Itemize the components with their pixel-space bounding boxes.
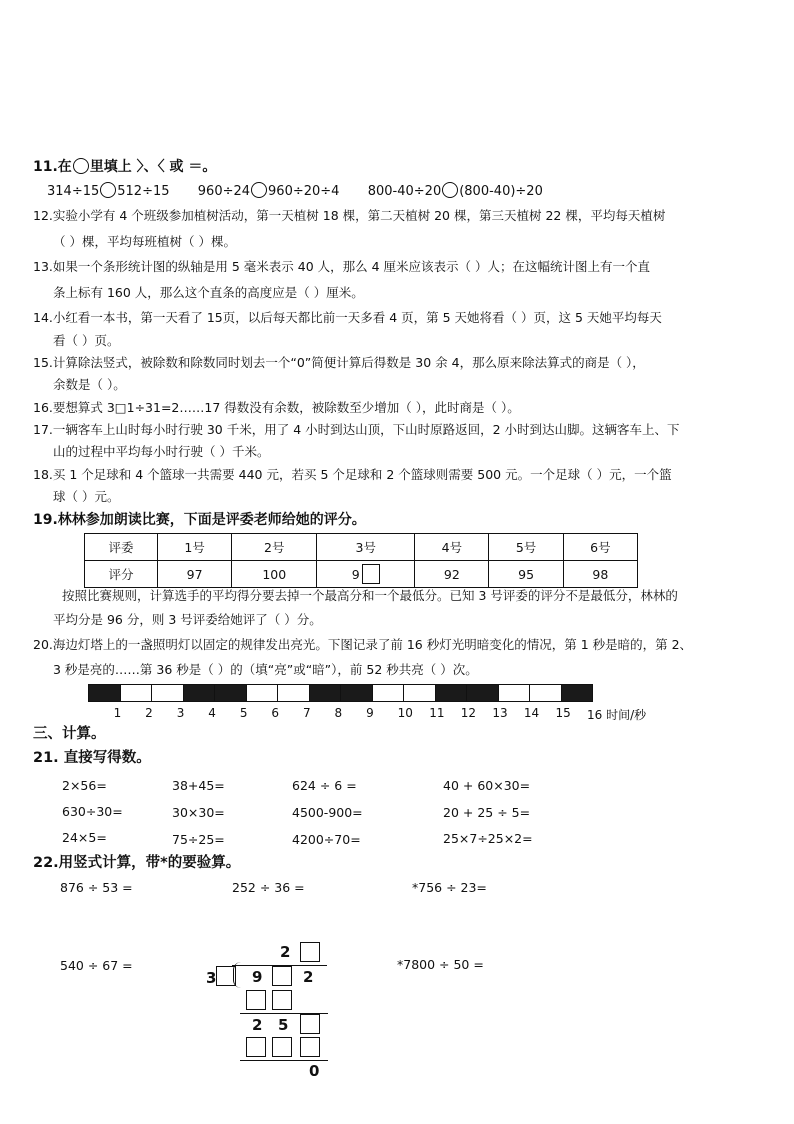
time-tick: 3 [176, 706, 185, 720]
light-cell-light [404, 685, 436, 701]
table-header: 2号 [232, 534, 317, 561]
section-title: 三、计算。 [33, 726, 106, 742]
time-tick: 7 [302, 706, 311, 720]
q19-title: 19.林林参加朗读比赛，下面是评委老师给她的评分。 [33, 512, 366, 528]
q12-line1: 12.实验小学有 4 个班级参加植树活动，第一天植树 18 棵，第二天植树 20 棵，第三天植树 22 棵，平均每天植树 [33, 208, 666, 223]
long-division-problem: *7800 ÷ 50 = [397, 957, 484, 972]
q12-line2: （ ）棵，平均每班植树（ ）棵。 [53, 234, 236, 249]
q19-line2: 平均分是 96 分，则 3 号评委给她评了（ ）分。 [53, 612, 322, 627]
light-cell-dark [310, 685, 342, 701]
remainder-digit: 0 [309, 1062, 320, 1080]
q13-line1: 13.如果一个条形统计图的纵轴是用 5 毫米表示 40 人，那么 4 厘米应该表示（ ）人；在这幅统计图上有一个直 [33, 259, 651, 274]
compare-circle[interactable] [442, 182, 458, 198]
light-cell-dark [467, 685, 499, 701]
light-cell-light [247, 685, 279, 701]
long-division-problem: 252 ÷ 36 = [232, 880, 305, 895]
dividend-digit: 2 [303, 968, 314, 986]
light-cell-dark [215, 685, 247, 701]
light-cell-dark [184, 685, 216, 701]
time-tick: 2 [145, 706, 153, 720]
oral-calc: 4500-900= [292, 805, 363, 820]
score-table [84, 533, 638, 588]
q18-line2: 球（ ）元。 [53, 489, 120, 504]
q22-title: 22.用竖式计算，带*的要验算。 [33, 855, 241, 871]
table-header: 4号 [415, 534, 489, 561]
subtraction-line [240, 1060, 328, 1061]
compare-circle[interactable] [100, 182, 116, 198]
table-header: 3号 [317, 534, 415, 561]
q11-expr: 512÷15 [117, 184, 170, 199]
time-tick: 13 [492, 706, 508, 720]
oral-calc: 20 + 25 ÷ 5= [443, 805, 531, 820]
blank-box[interactable] [246, 1037, 266, 1057]
q13-line2: 条上标有 160 人，那么这个直条的高度应是（ ）厘米。 [53, 285, 364, 300]
oral-calc: 25×7÷25×2= [443, 831, 533, 846]
time-tick: 10 [397, 706, 413, 720]
time-tick: 14 [523, 706, 540, 720]
q11-expr: 314÷15 [47, 184, 100, 199]
q14-line1: 14.小红看一本书，第一天看了 15页，以后每天都比前一天多看 4 页，第 5 天她将看（ ）页，这 5 天她平均每天 [33, 310, 662, 325]
light-pattern-strip [88, 684, 593, 702]
time-tick: 4 [208, 706, 216, 720]
time-tick: 6 [271, 706, 280, 720]
divisor-digit: 3 [206, 969, 217, 987]
long-division-problem: *756 ÷ 23= [412, 880, 487, 895]
oral-calc: 2×56= [62, 778, 107, 793]
q11-expr: 800-40÷20 [367, 184, 442, 199]
long-division-problem: 876 ÷ 53 = [60, 880, 133, 895]
blank-box[interactable] [272, 990, 292, 1010]
blank-box[interactable] [300, 942, 320, 962]
q16-line1: 16.要想算式 3□1÷31=2……17 得数没有余数，被除数至少增加（ ），此时商是（ ）。 [33, 400, 520, 415]
table-header: 5号 [489, 534, 563, 561]
score-cell: 95 [489, 561, 563, 588]
oral-calc: 630÷30= [62, 804, 123, 819]
q18-line1: 18.买 1 个足球和 4 个篮球一共需要 440 元，若买 5 个足球和 2 个篮球则需要 500 元。一个足球（ ）元，一个篮 [33, 467, 672, 482]
oral-calc: 40 + 60×30= [443, 778, 531, 793]
light-cell-light [499, 685, 531, 701]
q11-expr: 960÷24 [197, 184, 251, 199]
time-tick: 16 时间/秒 [587, 708, 647, 722]
table-header: 1号 [158, 534, 232, 561]
partial-digit: 5 [278, 1016, 289, 1034]
oral-calc: 38+45= [172, 778, 225, 793]
light-cell-dark [341, 685, 373, 701]
oral-calc: 4200÷70= [292, 832, 361, 847]
blank-box[interactable] [300, 1037, 320, 1057]
q11-items [47, 182, 543, 200]
time-tick: 9 [366, 706, 374, 720]
blank-box[interactable] [272, 1037, 292, 1057]
time-tick: 5 [239, 706, 248, 720]
q14-line2: 看（ ）页。 [53, 333, 120, 348]
oral-calc: 24×5= [62, 830, 107, 845]
light-cell-dark [89, 685, 121, 701]
compare-circle[interactable] [251, 182, 267, 198]
quotient-digit: 2 [280, 943, 291, 961]
light-cell-light [530, 685, 562, 701]
light-cell-dark [436, 685, 468, 701]
blank-box[interactable] [246, 990, 266, 1010]
partial-digit: 2 [252, 1016, 263, 1034]
score-cell: 98 [563, 561, 637, 588]
table-header: 评委 [85, 534, 158, 561]
q19-line1: 按照比赛规则，计算选手的平均得分要去掉一个最高分和一个最低分。已知 3 号评委的评分不是最低分，林林的 [62, 588, 678, 603]
time-tick: 1 [113, 706, 122, 720]
q15-line2: 余数是（ ）。 [53, 377, 126, 392]
q11-expr: 960÷20÷4 [268, 184, 340, 199]
score-cell [317, 561, 415, 588]
q11-title: 11.在 里填上 〉、〈 或 ＝。 [33, 159, 217, 175]
light-cell-light [278, 685, 310, 701]
table-header: 6号 [563, 534, 637, 561]
time-axis [88, 706, 648, 722]
score-cell: 97 [158, 561, 232, 588]
time-tick: 11 [429, 706, 445, 720]
q20-line1: 20.海边灯塔上的一盏照明灯以固定的规律发出亮光。下图记录了前 16 秒灯光明暗变化的情况，第 1 秒是暗的，第 2、 [33, 637, 693, 652]
oral-calc: 624 ÷ 6 = [292, 778, 357, 793]
circle-icon [73, 158, 89, 174]
time-tick: 12 [460, 706, 477, 720]
score-cell: 100 [232, 561, 317, 588]
q15-line1: 15.计算除法竖式，被除数和除数同时划去一个“0”简便计算后得数是 30 余 4，那么原来除法算式的商是（ ）， [33, 355, 645, 370]
blank-box[interactable] [362, 564, 380, 584]
q20-line2: 3 秒是亮的……第 36 秒是（ ）的（填“亮”或“暗”），前 52 秒共亮（ ）次。 [53, 662, 478, 677]
dividend-digit: 9 [252, 968, 263, 986]
score-row [85, 561, 638, 588]
light-cell-light [373, 685, 405, 701]
blank-box[interactable] [300, 1014, 320, 1034]
blank-box[interactable] [272, 966, 292, 986]
row-label: 评分 [85, 561, 158, 588]
q17-line2: 山的过程中平均每小时行驶（ ）千米。 [53, 444, 270, 459]
oral-calc: 30×30= [172, 805, 225, 820]
q11-expr: (800-40)÷20 [459, 184, 543, 199]
time-tick: 8 [334, 706, 343, 720]
long-division-problem: 540 ÷ 67 = [60, 958, 133, 973]
score-digit: 9 [351, 567, 360, 582]
light-cell-light [121, 685, 153, 701]
oral-calc: 75÷25= [172, 832, 225, 847]
division-bracket [233, 962, 244, 988]
light-cell-light [152, 685, 184, 701]
time-tick: 15 [555, 706, 571, 720]
score-header-row [85, 534, 638, 561]
score-cell: 92 [415, 561, 489, 588]
q21-title: 21. 直接写得数。 [33, 750, 151, 766]
q17-line1: 17.一辆客车上山时每小时行驶 30 千米，用了 4 小时到达山顶，下山时原路返回，2 小时到达山脚。这辆客车上、下 [33, 422, 680, 437]
light-cell-dark [562, 685, 593, 701]
